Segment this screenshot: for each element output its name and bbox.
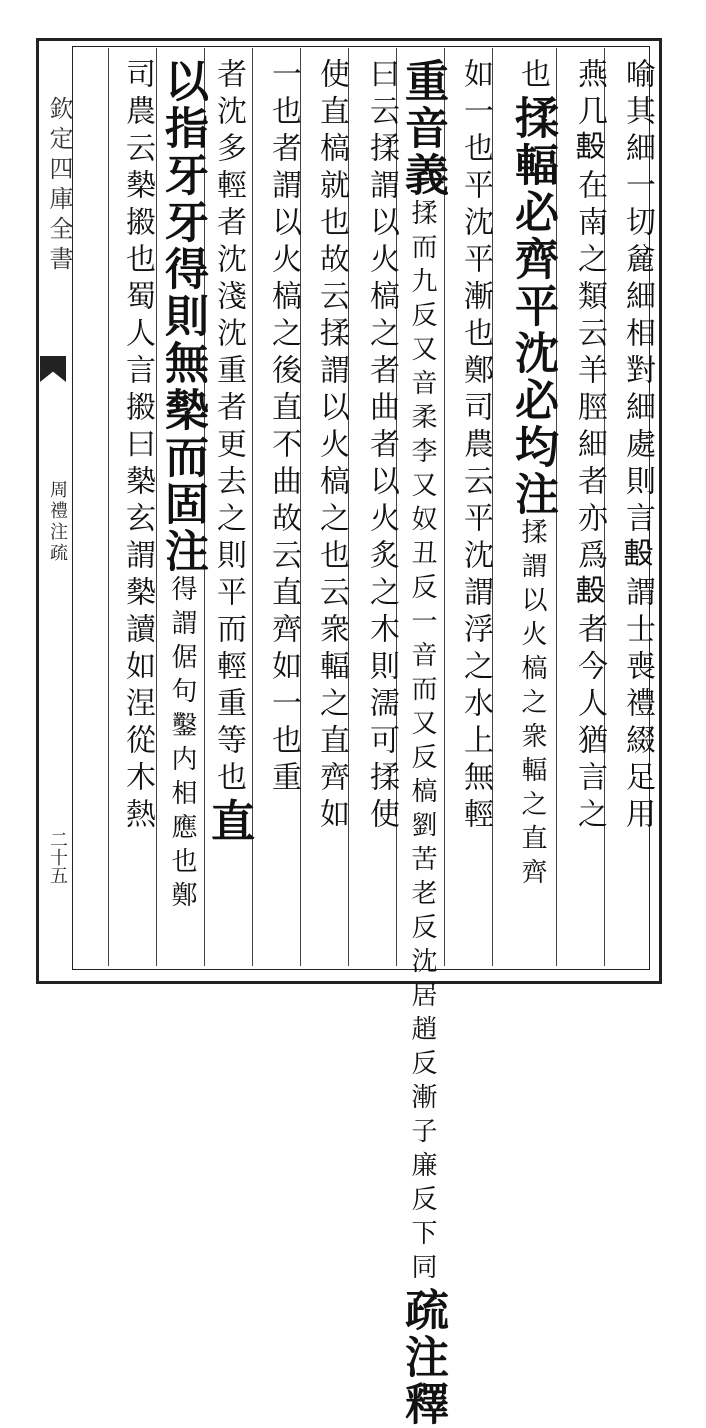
column-3-commentary: 揉謂以火槁之衆輻之直齊 — [517, 518, 547, 892]
text-column-6: 曰云揉謂以火槁之者曲者以火炙之木則濡可揉使 — [364, 58, 399, 835]
column-3-lead: 也 — [515, 58, 550, 95]
column-10-commentary: 得謂倨句鑿内相應也鄭 — [167, 575, 197, 915]
text-column-5 — [397, 58, 448, 1428]
text-column-10 — [157, 58, 208, 968]
column-5-heading: 重音義 — [397, 58, 448, 199]
text-column-8: 一也者謂以火槁之後直不曲故云直齊如一也重 — [266, 58, 301, 798]
column-10-main-text: 以指牙牙得則無槷而固注 — [157, 58, 208, 575]
text-column-11: 司農云槷摋也蜀人言摋曰槷玄謂槷讀如涅從木熱 — [120, 58, 155, 835]
page-margin — [36, 40, 73, 976]
column-3-main-text: 揉輻必齊平沈必均注 — [507, 95, 558, 518]
margin-book-title: 周禮注疏 — [47, 480, 68, 564]
text-column-2: 燕几𣪠在南之類云羊脛細者亦爲𣪠者今人猶言之 — [572, 58, 607, 835]
text-column-3 — [498, 58, 558, 968]
fishtail-mark-icon — [40, 356, 66, 382]
column-rule — [108, 48, 109, 966]
margin-collection-title: 欽定四庫全書 — [45, 96, 73, 276]
text-column-4: 如一也平沈平漸也鄭司農云平沈謂浮之水上無輕 — [458, 58, 493, 835]
column-9-text: 者沈多輕者沈淺沈重者更去之則平而輕重等也 — [211, 58, 246, 798]
column-9-tail: 直 — [203, 798, 254, 845]
column-5-tail: 疏注釋 — [397, 1287, 448, 1428]
text-column-9 — [203, 58, 254, 968]
column-5-commentary: 揉而九反又音柔李又奴丑反一音而又反槁劉苦老反沈居趙反漸子廉反下同 — [407, 199, 437, 1287]
margin-page-number: 二十五 — [47, 830, 68, 884]
text-column-1: 喻其細一切麄細相對細處則言𣪠謂士喪禮綴足用 — [620, 58, 655, 835]
text-column-7: 使直槁就也故云揉謂以火槁之也云衆輻之直齊如 — [314, 58, 349, 835]
